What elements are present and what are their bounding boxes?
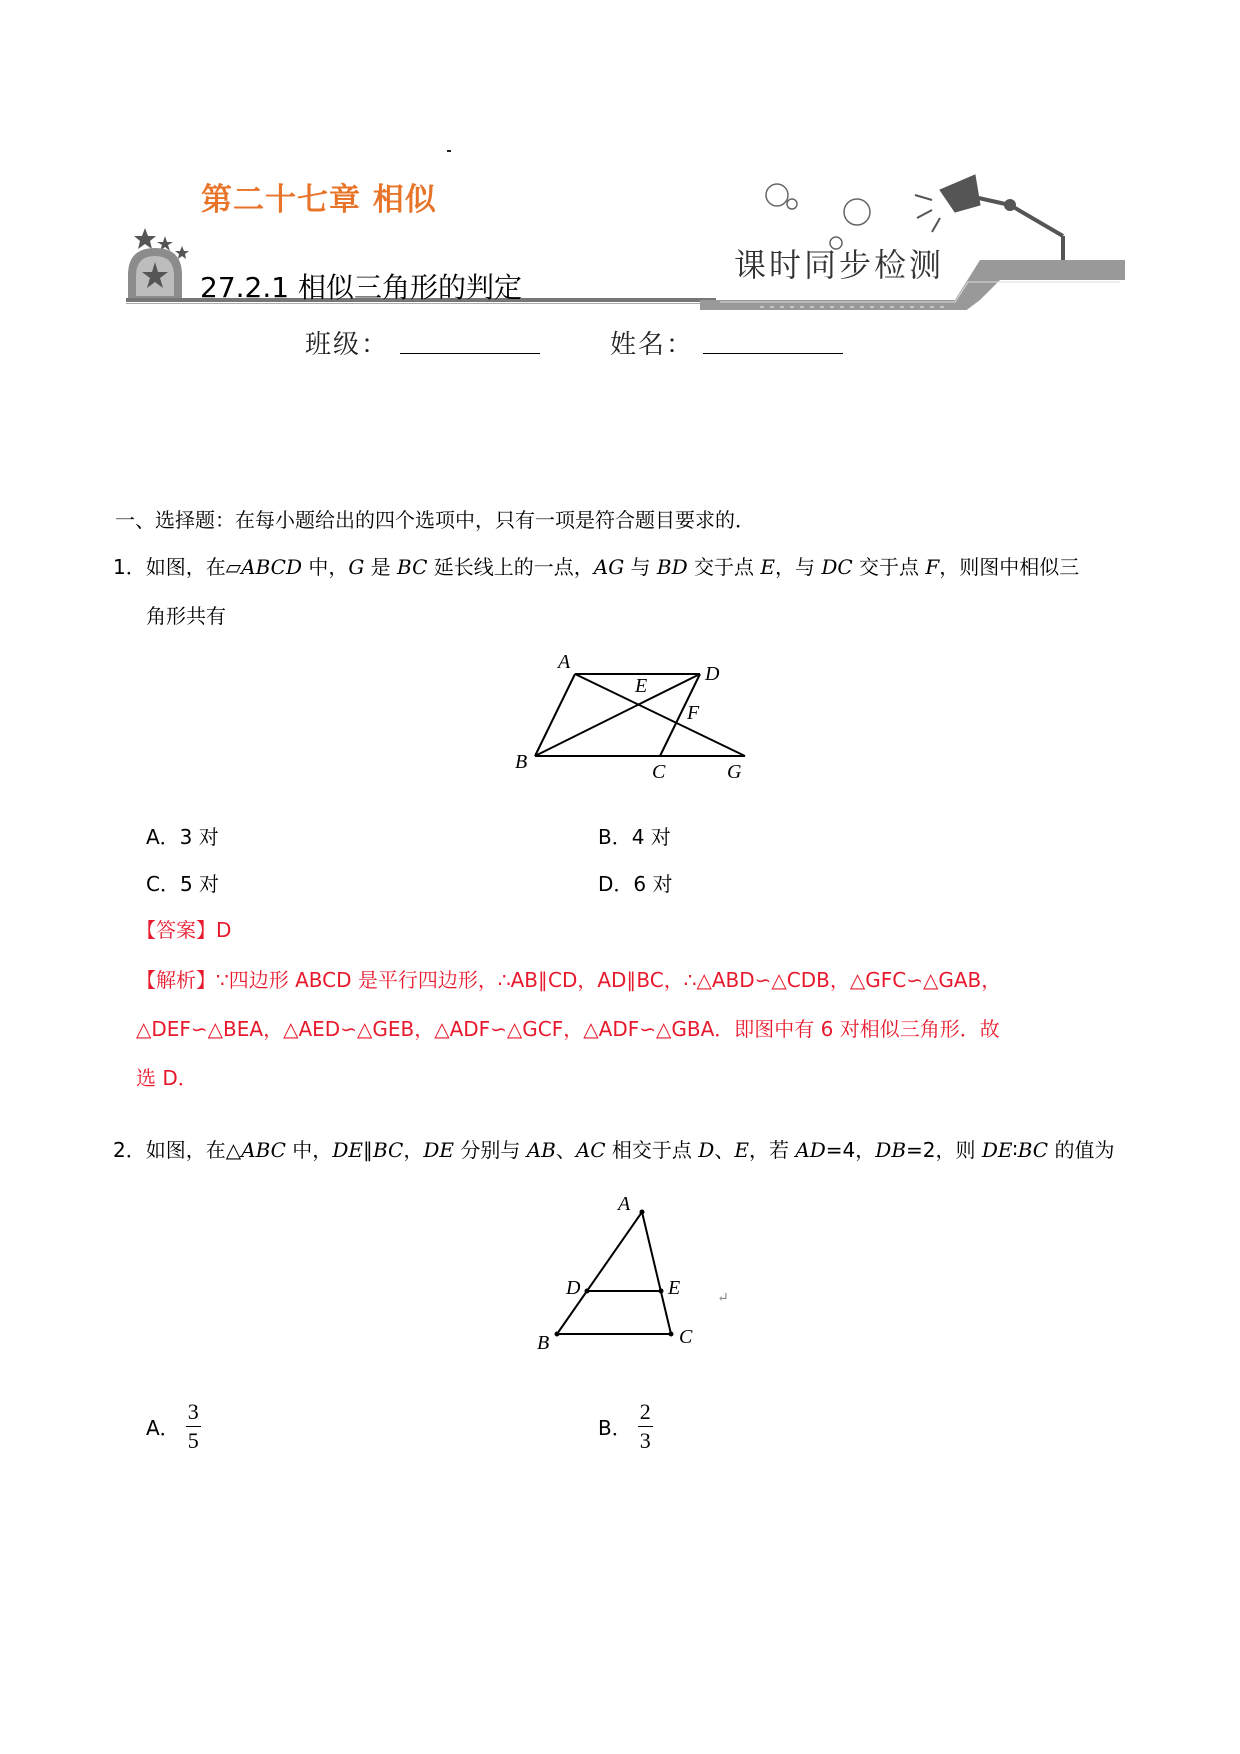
- fraction: [638, 1398, 653, 1455]
- label-e: E: [635, 675, 648, 697]
- denominator: 5: [187, 1428, 199, 1453]
- q2-var: DB: [875, 1138, 907, 1162]
- name-label: 姓名：: [610, 330, 695, 360]
- q2-text: 如图，在△: [145, 1138, 242, 1162]
- q2-var: D: [698, 1138, 715, 1162]
- numerator: 3: [186, 1398, 201, 1427]
- q1-var: BC: [397, 555, 428, 579]
- q1-var: DC: [821, 555, 853, 579]
- q2-var: BC: [372, 1138, 404, 1162]
- brand-title: 课时同步检测: [734, 246, 945, 284]
- segment-ac: [642, 1212, 671, 1334]
- q2-text: 、: [555, 1138, 576, 1162]
- section-title: 27.2.1 相似三角形的判定: [200, 271, 522, 304]
- return-mark-icon: ↵: [717, 1291, 729, 1306]
- q1-text: ，与: [774, 555, 822, 579]
- badge-star-icon: [128, 248, 182, 300]
- label-a: A: [618, 1193, 631, 1215]
- q2-var: DE: [423, 1138, 454, 1162]
- q1-var: F: [925, 555, 940, 579]
- segment-ab: [557, 1212, 642, 1334]
- segment-ab: [535, 674, 575, 756]
- label-b: B: [515, 751, 528, 773]
- label-g: G: [727, 761, 742, 783]
- label-e: E: [668, 1277, 681, 1299]
- label-a: A: [558, 652, 571, 673]
- q2-var: AC: [575, 1138, 606, 1162]
- q2-text: 中，: [285, 1138, 333, 1162]
- q1-text: 交于点: [852, 555, 926, 579]
- q2-option-a[interactable]: [146, 1398, 201, 1455]
- q2-text: 的值为: [1048, 1138, 1115, 1162]
- q1-text: 如图，在▱: [145, 555, 242, 579]
- q1-explanation-line2: △DEF∽△BEA，△AED∽△GEB，△ADF∽△GCF，△ADF∽△GBA．即图中有 6 对相似三角形．故: [136, 1017, 1000, 1041]
- label-b: B: [537, 1332, 550, 1352]
- q2-var: BC: [1017, 1138, 1049, 1162]
- q2-var: DE: [332, 1138, 363, 1162]
- q1-option-a[interactable]: A．3 对: [146, 825, 219, 849]
- chapter-title: 第二十七章 相似: [201, 182, 437, 218]
- answer-value: D: [216, 918, 232, 942]
- q1-answer: [136, 914, 231, 943]
- q1-text: 中，: [301, 555, 349, 579]
- fraction: [186, 1398, 201, 1455]
- question-2: [113, 1137, 1114, 1163]
- section-heading: 一、选择题：在每小题给出的四个选项中，只有一项是符合题目要求的．: [115, 508, 755, 532]
- point-e: [659, 1289, 664, 1294]
- label-d: D: [705, 663, 720, 685]
- explain-label: 【解析】: [136, 968, 216, 992]
- q2-var: AD: [795, 1138, 826, 1162]
- q1-var: BD: [656, 555, 688, 579]
- q2-option-b-label: B．: [598, 1416, 632, 1440]
- q2-var: E: [734, 1138, 749, 1162]
- q2-figure: [525, 1182, 745, 1352]
- label-c: C: [652, 761, 666, 783]
- label-d: D: [566, 1277, 581, 1299]
- answer-label: 【答案】: [136, 918, 216, 942]
- q2-var: AB: [526, 1138, 556, 1162]
- q1-var: ABCD: [241, 555, 302, 579]
- class-label: 班级：: [305, 330, 390, 360]
- label-c: C: [679, 1326, 693, 1348]
- q1-text-line2: 角形共有: [146, 604, 226, 628]
- q1-explanation-line3: 选 D．: [136, 1066, 198, 1090]
- q2-var: DE: [981, 1138, 1013, 1162]
- q2-text: 相交于点: [605, 1138, 699, 1162]
- q1-figure: [515, 652, 765, 792]
- segment-bd: [535, 674, 700, 756]
- q1-explanation-line1: [136, 964, 1001, 993]
- q1-var: AG: [593, 555, 625, 579]
- q2-number: 2．: [113, 1138, 146, 1162]
- explain-text: ∵四边形 ABCD 是平行四边形，∴AB∥CD，AD∥BC，∴△ABD∽△CDB，△GFC∽△GAB，: [216, 968, 1002, 992]
- question-1: [113, 554, 1079, 580]
- name-field[interactable]: [703, 353, 843, 354]
- q1-text: 是: [364, 555, 398, 579]
- q1-text: 与: [624, 555, 657, 579]
- q2-text: ，: [403, 1138, 424, 1162]
- q2-text: =2，则: [906, 1138, 982, 1162]
- q2-text: 分别与: [453, 1138, 527, 1162]
- point-c: [669, 1332, 674, 1337]
- q2-text: =4，: [825, 1138, 876, 1162]
- point-d: [585, 1289, 590, 1294]
- denominator: 3: [639, 1428, 651, 1453]
- q2-option-b[interactable]: [598, 1398, 653, 1455]
- q1-option-d[interactable]: D．6 对: [598, 872, 673, 896]
- q1-var: E: [760, 555, 775, 579]
- label-f: F: [687, 702, 700, 724]
- q2-var: ABC: [241, 1138, 286, 1162]
- q1-var: G: [348, 555, 365, 579]
- q2-option-a-label: A．: [146, 1416, 180, 1440]
- segment-ag: [575, 674, 745, 756]
- point-b: [555, 1332, 560, 1337]
- point-a: [640, 1210, 645, 1215]
- q1-option-c[interactable]: C．5 对: [146, 872, 220, 896]
- q2-text: ∥: [362, 1138, 373, 1162]
- q1-text: ，则图中相似三: [939, 555, 1080, 579]
- class-field[interactable]: [400, 353, 540, 354]
- q2-text: 、: [714, 1138, 735, 1162]
- q2-text: ∶: [1012, 1138, 1018, 1162]
- q1-option-b[interactable]: B．4 对: [598, 825, 671, 849]
- numerator: 2: [638, 1398, 653, 1427]
- q1-text: 交于点: [687, 555, 761, 579]
- q1-text: 延长线上的一点，: [427, 555, 594, 579]
- q2-text: ，若: [748, 1138, 796, 1162]
- q1-number: 1．: [113, 555, 146, 579]
